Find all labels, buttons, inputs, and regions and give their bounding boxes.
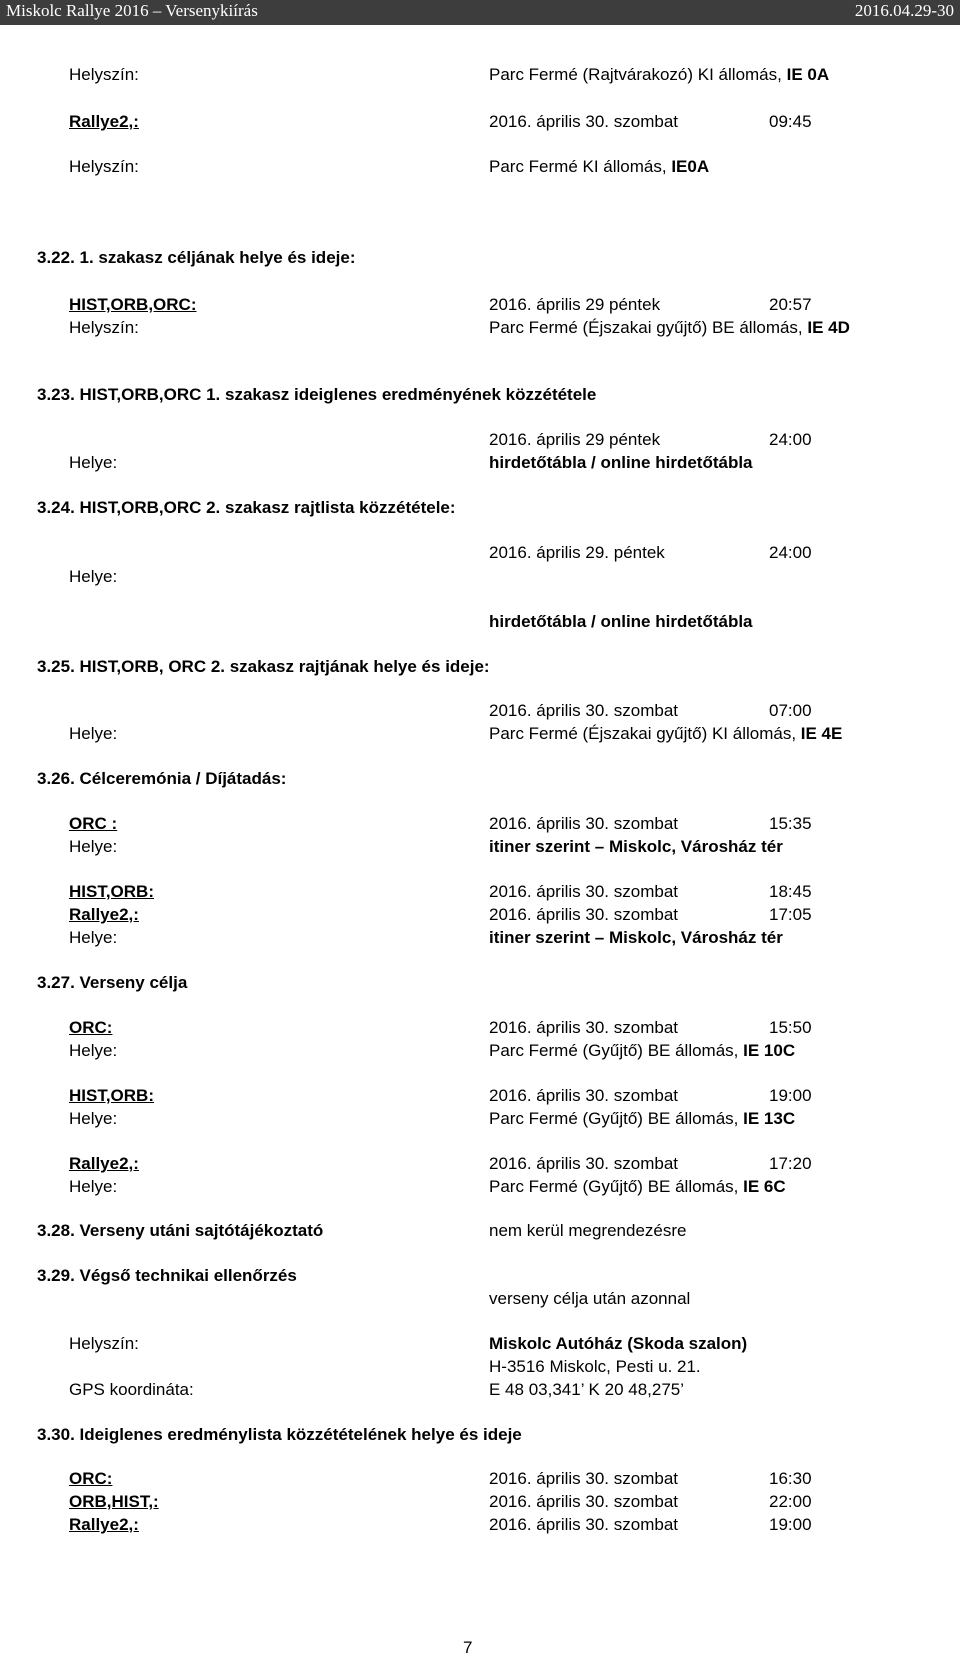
page-number: 7 <box>463 1638 473 1657</box>
row-time: 19:00 <box>769 1086 812 1105</box>
row-time: 16:30 <box>769 1469 812 1488</box>
row-value: verseny célja után azonnal <box>489 1289 691 1308</box>
row-time: 17:20 <box>769 1154 812 1173</box>
row-label: Rallye2,: <box>69 1515 139 1534</box>
row-label: Rallye2,: <box>69 905 139 924</box>
section-heading: 3.27. Verseny célja <box>37 973 188 992</box>
row-value: Parc Fermé (Éjszakai gyűjtő) BE állomás, IE 4D <box>489 318 850 337</box>
row-time: 20:57 <box>769 295 812 314</box>
row-label: ORC: <box>69 1018 113 1037</box>
row-label: Helye: <box>69 1041 118 1060</box>
row-label: Helye: <box>69 837 118 856</box>
section-heading: 3.30. Ideiglenes eredménylista közzétételének helye és ideje <box>37 1425 522 1444</box>
row-time: 15:50 <box>769 1018 812 1037</box>
row-time: 24:00 <box>769 430 812 449</box>
row-value: Miskolc Autóház (Skoda szalon) <box>489 1334 748 1353</box>
row-label: Helye: <box>69 453 118 472</box>
row-time: 24:00 <box>769 543 812 562</box>
row-value: Parc Fermé (Gyűjtő) BE állomás, IE 10C <box>489 1041 796 1060</box>
row-date: 2016. április 30. szombat <box>489 112 678 131</box>
header-title: Miskolc Rallye 2016 – Versenykiírás <box>6 1 258 20</box>
row-date: 2016. április 29 péntek <box>489 295 661 314</box>
row-value: itiner szerint – Miskolc, Városház tér <box>489 928 783 947</box>
row-time: 17:05 <box>769 905 812 924</box>
row-value: Parc Fermé (Rajtvárakozó) KI állomás, IE 0A <box>489 65 830 84</box>
row-date: 2016. április 30. szombat <box>489 1469 678 1488</box>
section-heading: 3.24. HIST,ORB,ORC 2. szakasz rajtlista közzététele: <box>37 498 456 517</box>
row-date: 2016. április 30. szombat <box>489 1086 678 1105</box>
row-label: Helye: <box>69 928 118 947</box>
row-label: Helye: <box>69 1177 118 1196</box>
row-time: 22:00 <box>769 1492 812 1511</box>
row-date: 2016. április 30. szombat <box>489 1154 678 1173</box>
row-time: 19:00 <box>769 1515 812 1534</box>
row-label: Helye: <box>69 724 118 743</box>
row-date: 2016. április 30. szombat <box>489 905 678 924</box>
row-date: 2016. április 30. szombat <box>489 701 678 720</box>
row-value: Parc Fermé KI állomás, IE0A <box>489 157 710 176</box>
row-label: ORC : <box>69 814 118 833</box>
section-heading: 3.22. 1. szakasz céljának helye és ideje: <box>37 248 356 267</box>
row-label: Helye: <box>69 567 118 586</box>
row-label: Rallye2,: <box>69 112 139 131</box>
row-label: Helye: <box>69 1109 118 1128</box>
row-label: GPS koordináta: <box>69 1380 194 1399</box>
row-date: 2016. április 30. szombat <box>489 1515 678 1534</box>
section-heading: 3.23. HIST,ORB,ORC 1. szakasz ideiglenes eredményének közzététele <box>37 385 597 404</box>
section-heading: 3.26. Célceremónia / Díjátadás: <box>37 769 287 788</box>
header-date: 2016.04.29-30 <box>854 1 954 20</box>
section-heading: 3.25. HIST,ORB, ORC 2. szakasz rajtjának helye és ideje: <box>37 657 490 676</box>
section-heading: 3.28. Verseny utáni sajtótájékoztató <box>37 1221 324 1240</box>
gps-coordinates: E 48 03,341’ K 20 48,275’ <box>489 1380 685 1399</box>
row-label: HIST,ORB: <box>69 882 154 901</box>
row-value: Parc Fermé (Éjszakai gyűjtő) KI állomás, IE 4E <box>489 724 843 743</box>
row-label: Helyszín: <box>69 65 139 84</box>
row-date: 2016. április 29 péntek <box>489 430 661 449</box>
row-date: 2016. április 29. péntek <box>489 543 665 562</box>
row-label: ORC: <box>69 1469 113 1488</box>
section-heading: 3.29. Végső technikai ellenőrzés <box>37 1266 297 1285</box>
row-value: hirdetőtábla / online hirdetőtábla <box>489 612 753 631</box>
row-value: hirdetőtábla / online hirdetőtábla <box>489 453 753 472</box>
row-value: Parc Fermé (Gyűjtő) BE állomás, IE 6C <box>489 1177 786 1196</box>
row-time: 15:35 <box>769 814 812 833</box>
row-date: 2016. április 30. szombat <box>489 1492 678 1511</box>
row-label: Helyszín: <box>69 318 139 337</box>
row-label: Helyszín: <box>69 157 139 176</box>
row-value: H-3516 Miskolc, Pesti u. 21. <box>489 1357 701 1376</box>
row-label: Rallye2,: <box>69 1154 139 1173</box>
row-value: nem kerül megrendezésre <box>489 1221 687 1240</box>
row-time: 18:45 <box>769 882 812 901</box>
row-date: 2016. április 30. szombat <box>489 814 678 833</box>
row-label: HIST,ORB: <box>69 1086 154 1105</box>
row-value: itiner szerint – Miskolc, Városház tér <box>489 837 783 856</box>
row-label: ORB,HIST,: <box>69 1492 159 1511</box>
row-value: Parc Fermé (Gyűjtő) BE állomás, IE 13C <box>489 1109 796 1128</box>
row-time: 09:45 <box>769 112 812 131</box>
row-label: Helyszín: <box>69 1334 139 1353</box>
page-header <box>0 0 960 25</box>
row-date: 2016. április 30. szombat <box>489 882 678 901</box>
row-time: 07:00 <box>769 701 812 720</box>
row-date: 2016. április 30. szombat <box>489 1018 678 1037</box>
row-label: HIST,ORB,ORC: <box>69 295 197 314</box>
